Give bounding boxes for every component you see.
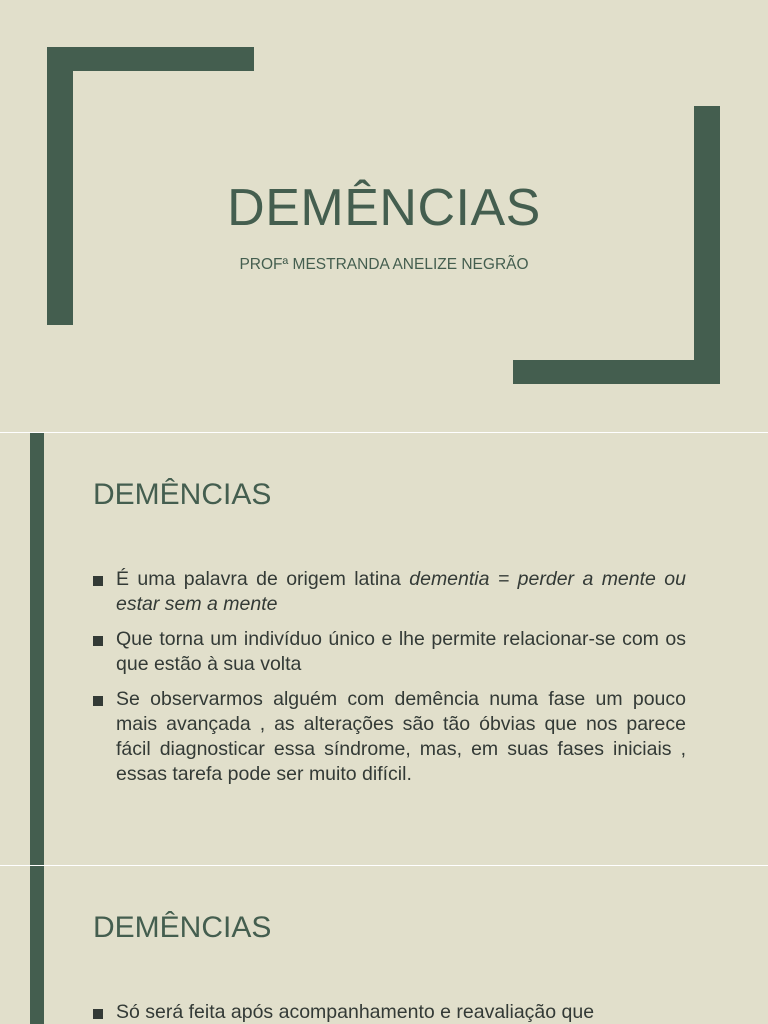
square-bullet-icon [93, 1009, 103, 1019]
bullet-list [93, 1000, 686, 1024]
bullet-item [93, 1000, 686, 1024]
presentation-title: DEMÊNCIAS [227, 179, 541, 237]
bullet-text: Que torna um indivíduo único e lhe permite relacionar-se com os que estão à sua volta [116, 628, 686, 675]
bullet-text: Se observarmos alguém com demência numa fase um pouco mais avançada , as alterações são tão óbvias que nos parece fácil diagnosticar essa síndrome, mas, em suas fases iniciais , essas tarefa pode ser muito difícil. [116, 688, 686, 785]
bullet-item [93, 627, 686, 677]
square-bullet-icon [93, 696, 103, 706]
slide-title: DEMÊNCIAS [93, 478, 272, 511]
content-slide-2 [0, 433, 768, 865]
corner-bracket-bottom-horizontal [513, 360, 720, 384]
title-slide [0, 0, 768, 432]
corner-bracket-top-horizontal [47, 47, 254, 71]
bullet-list [93, 567, 686, 797]
accent-bar [30, 433, 44, 865]
accent-bar [30, 866, 44, 1024]
square-bullet-icon [93, 636, 103, 646]
bullet-text: Só será feita após acompanhamento e reavaliação que [116, 1001, 595, 1023]
square-bullet-icon [93, 576, 103, 586]
bullet-item [93, 687, 686, 787]
bullet-text: É uma palavra de origem latina [116, 568, 410, 590]
content-slide-3 [0, 866, 768, 1024]
bullet-italic-text: dementia = perder a mente ou estar sem a mente [116, 568, 686, 615]
corner-bracket-bottom-vertical [694, 106, 720, 384]
bullet-item [93, 567, 686, 617]
presentation-subtitle: PROFª MESTRANDA ANELIZE NEGRÃO [239, 256, 529, 273]
slide-title: DEMÊNCIAS [93, 911, 272, 944]
